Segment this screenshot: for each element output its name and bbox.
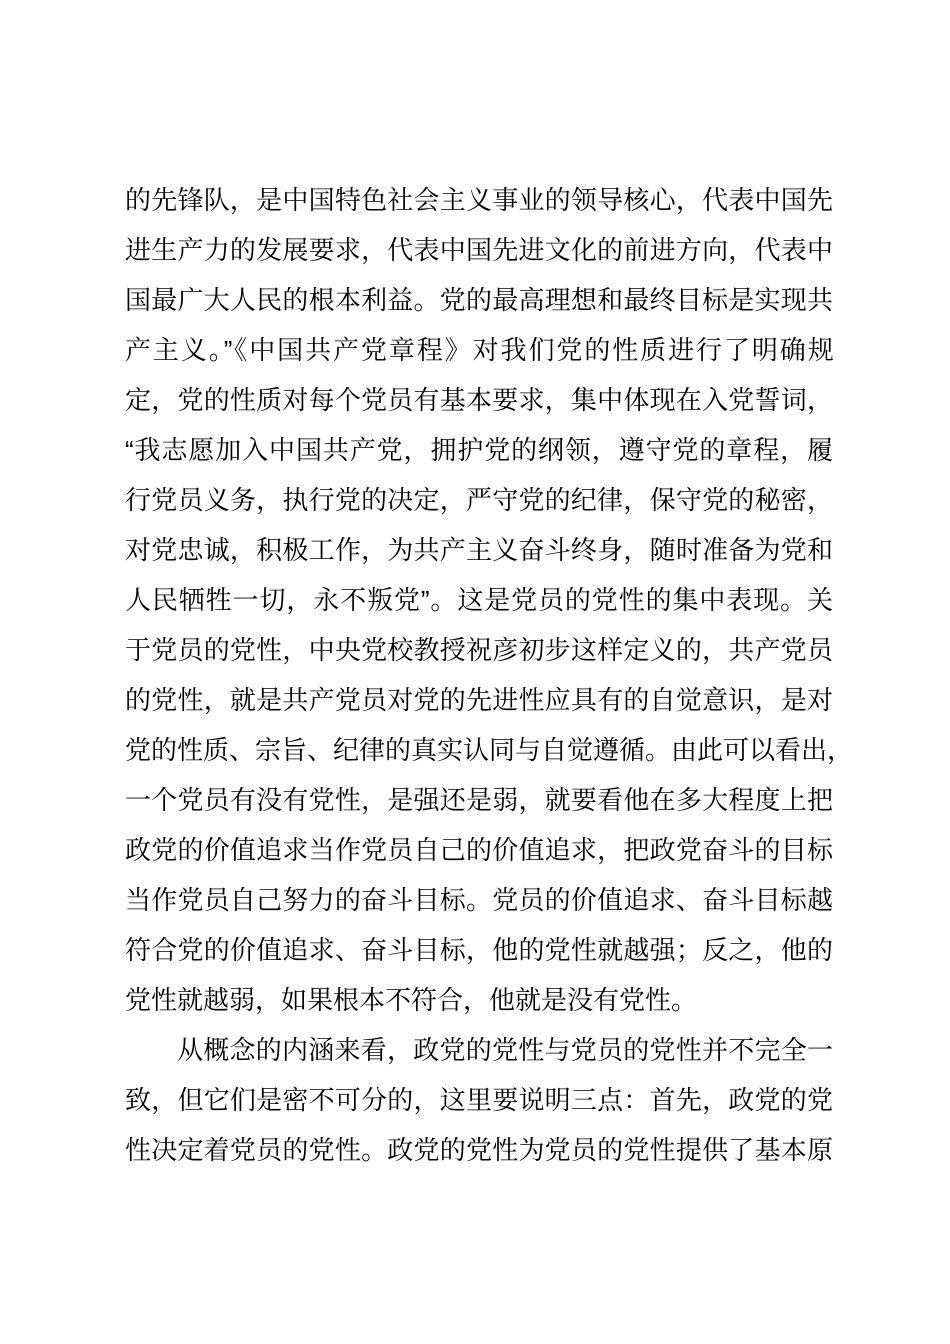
text-line: 性决定着党员的党性。政党的党性为党员的党性提供了基本原 [125, 1135, 833, 1165]
text-line: 于党员的党性，中央党校教授祝彦初步这样定义的，共产党员 [125, 635, 833, 665]
text-line: 从概念的内涵来看，政党的党性与党员的党性并不完全一 [177, 1035, 833, 1065]
text-line: 符合党的价值追求、奋斗目标，他的党性就越强；反之，他的 [125, 935, 833, 965]
text-line: 一个党员有没有党性，是强还是弱，就要看他在多大程度上把 [125, 785, 833, 815]
text-line: “我志愿加入中国共产党，拥护党的纲领，遵守党的章程，履 [125, 435, 833, 465]
text-line: 人民牺牲一切，永不叛党”。这是党员的党性的集中表现。关 [125, 585, 833, 615]
text-line: 的党性，就是共产党员对党的先进性应具有的自觉意识，是对 [125, 685, 833, 715]
text-line: 定，党的性质对每个党员有基本要求，集中体现在入党誓词， [125, 385, 833, 415]
text-line: 政党的价值追求当作党员自己的价值追求，把政党奋斗的目标 [125, 835, 833, 865]
text-line: 对党忠诚，积极工作，为共产主义奋斗终身，随时准备为党和 [125, 535, 833, 565]
text-line: 进生产力的发展要求，代表中国先进文化的前进方向，代表中 [125, 235, 833, 265]
text-line: 党性就越弱，如果根本不符合，他就是没有党性。 [125, 985, 698, 1015]
text-line: 的先锋队，是中国特色社会主义事业的领导核心，代表中国先 [125, 185, 833, 215]
text-line: 党的性质、宗旨、纪律的真实认同与自觉遵循。由此可以看出， [125, 735, 854, 765]
text-line: 致，但它们是密不可分的，这里要说明三点：首先，政党的党 [125, 1085, 833, 1115]
text-line: 产主义。”《中国共产党章程》对我们党的性质进行了明确规 [125, 335, 833, 365]
text-line: 行党员义务，执行党的决定，严守党的纪律，保守党的秘密， [125, 485, 833, 515]
text-line: 国最广大人民的根本利益。党的最高理想和最终目标是实现共 [125, 285, 833, 315]
document-text-block [125, 175, 854, 1175]
text-line: 当作党员自己努力的奋斗目标。党员的价值追求、奋斗目标越 [125, 885, 833, 915]
